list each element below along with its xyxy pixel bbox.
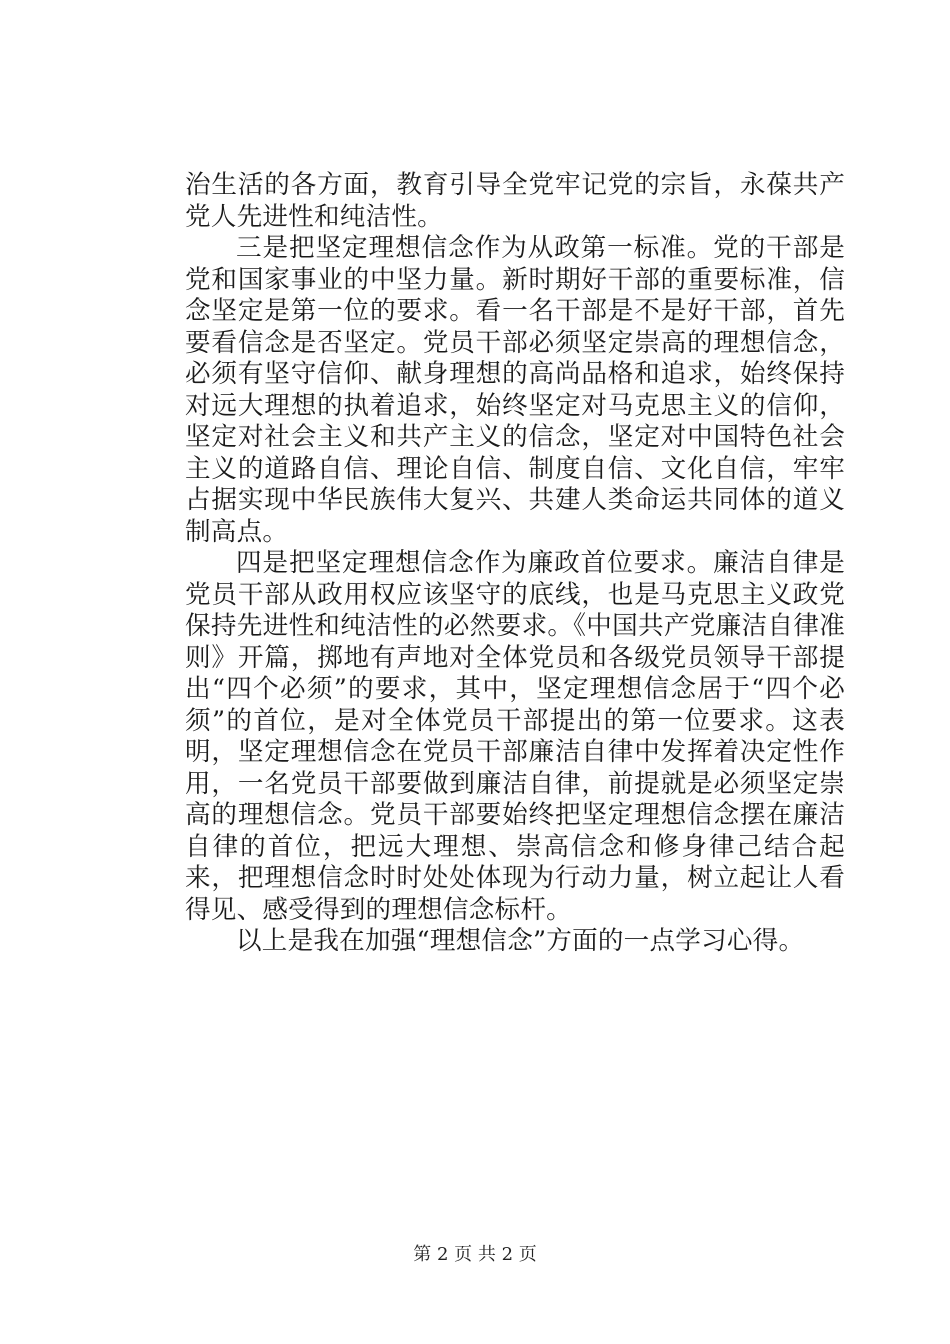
paragraph-conclusion: 以上是我在加强“理想信念”方面的一点学习心得。: [236, 926, 805, 956]
paragraph-point-four: 四是把坚定理想信念作为廉政首位要求。廉洁自律是党员干部从政用权应该坚守的底线，也是马克思主义政党保持先进性和纯洁性的必然要求。《中国共产党廉洁自律准则》开篇，掷地有声地对全体党员和各级党员领导干部提出“四个必须”的要求，其中，坚定理想信念居于“四个必须”的首位，是对全体党员干部提出的第一位要求。这表明，坚定理想信念在党员干部廉洁自律中发挥着决定性作用，一名党员干部要做到廉洁自律，前提就是必须坚定崇高的理想信念。党员干部要始终把坚定理想信念摆在廉洁自律的首位，把远大理想、崇高信念和修身律己结合起来，把理想信念时时处处体现为行动力量，树立起让人看得见、感受得到的理想信念标杆。: [185, 548, 845, 925]
paragraph-continuation: 治生活的各方面，教育引导全党牢记党的宗旨，永葆共产党人先进性和纯洁性。: [185, 170, 845, 232]
page-number: 第 2 页 共 2 页: [413, 1244, 537, 1265]
paragraph-point-three: 三是把坚定理想信念作为从政第一标准。党的干部是党和国家事业的中坚力量。新时期好干部的重要标准，信念坚定是第一位的要求。看一名干部是不是好干部，首先要看信念是否坚定。党员干部必须坚定崇高的理想信念，必须有坚守信仰、献身理想的高尚品格和追求，始终保持对远大理想的执着追求，始终坚定对马克思主义的信仰，坚定对社会主义和共产主义的信念，坚定对中国特色社会主义的道路自信、理论自信、制度自信、文化自信，牢牢占据实现中华民族伟大复兴、共建人类命运共同体的道义制高点。: [185, 233, 845, 547]
document-body: [185, 170, 845, 958]
page-footer: [0, 1244, 950, 1266]
